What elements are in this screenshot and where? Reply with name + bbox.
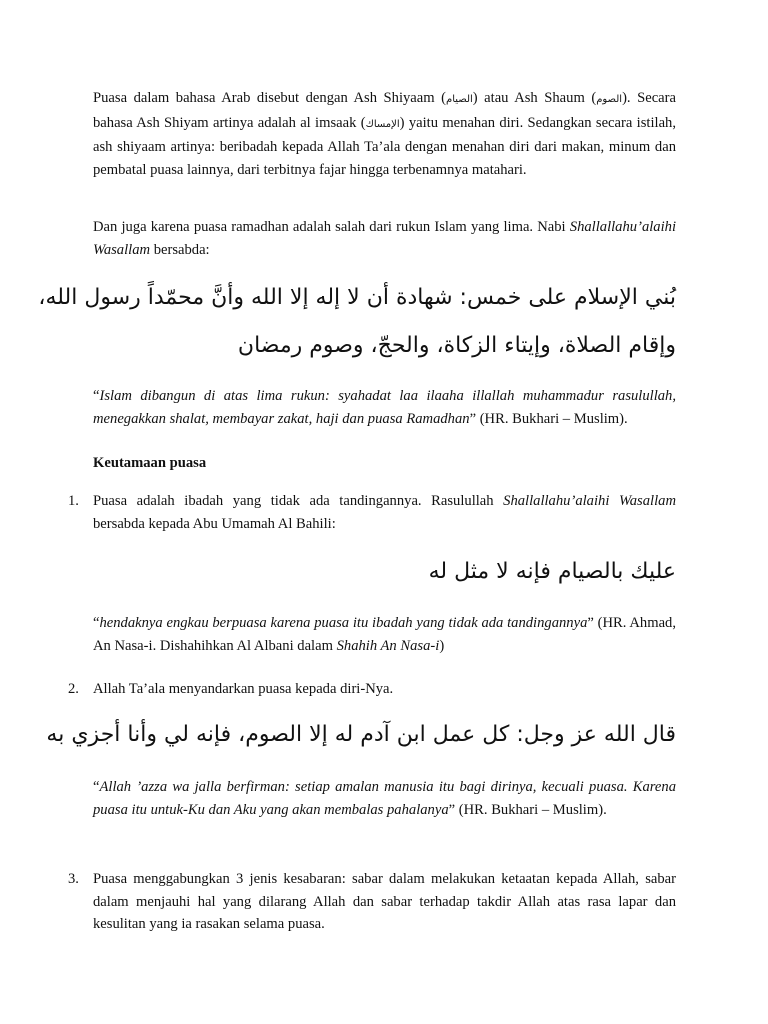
rukun-salawat: Shallallahu’alaihi Wasallam xyxy=(93,219,676,258)
item-1-number: 1. xyxy=(68,493,79,509)
item-1-translation xyxy=(93,612,676,657)
translation-1 xyxy=(93,385,676,430)
item-1-text-2: bersabda kepada Abu Umamah Al Bahili: xyxy=(93,515,336,532)
item-3-text: Puasa menggabungkan 3 jenis kesabaran: sabar dalam melakukan ketaatan kepada Allah, sabar dalam menjauhi hal yang dilarang Allah dan sabar terhadap takdir Allah atas rasa lapar dan kesulitan yang ia rasakan selama puasa. xyxy=(93,871,676,932)
hadith-arabic-line-2: وإقام الصلاة، وإيتاء الزكاة، والحجّ، وصوم رمضان xyxy=(237,333,676,358)
rukun-text-2: bersabda: xyxy=(150,241,210,258)
translation-1-text: Islam dibangun di atas lima rukun: syahadat laa ilaaha illallah muhammadur rasulullah, menegakkan shalat, membayar zakat, haji dan puasa Ramadhan xyxy=(93,388,676,427)
rukun-paragraph xyxy=(93,216,676,261)
section-heading: Keutamaan puasa xyxy=(93,455,207,471)
quote-open: “ xyxy=(93,779,100,795)
arabic-term-shiyam: الصيام xyxy=(446,94,473,105)
hadith-arabic-line-1: بُني الإسلام على خمس: شهادة أن لا إله إلا الله وأنَّ محمّداً رسول الله، xyxy=(38,285,676,310)
quote-open: “ xyxy=(93,615,100,631)
arabic-term-shaum: الصوم xyxy=(596,94,623,105)
intro-text-1: Puasa dalam bahasa Arab disebut dengan Ash Shiyaam ( xyxy=(93,90,447,106)
item-1-text-1: Puasa adalah ibadah yang tidak ada tandingannya. Rasulullah xyxy=(93,493,504,509)
intro-text-2: ) atau Ash Shaum ( xyxy=(472,90,597,106)
item-1-translation-text: hendaknya engkau berpuasa karena puasa itu ibadah yang tidak ada tandingannya xyxy=(99,615,588,631)
intro-paragraph xyxy=(93,87,676,181)
item-2-arabic: قال الله عز وجل: كل عمل ابن آدم له إلا الصوم، فإنه لي وأنا أجزي به xyxy=(46,722,676,747)
item-1-source-book: Shahih An Nasa-i xyxy=(336,637,440,654)
item-2-number: 2. xyxy=(68,681,79,697)
item-2-translation xyxy=(93,776,676,821)
item-3-number: 3. xyxy=(68,871,79,887)
item-2-text: Allah Ta’ala menyandarkan puasa kepada diri-Nya. xyxy=(93,681,394,697)
item-2-source: (HR. Bukhari – Muslim). xyxy=(455,801,607,818)
item-1-salawat: Shallallahu’alaihi Wasallam xyxy=(503,493,676,509)
item-1-text xyxy=(93,490,676,535)
item-1-arabic: عليك بالصيام فإنه لا مثل له xyxy=(428,559,676,584)
arabic-term-imsaak: الإمساك xyxy=(365,118,400,130)
quote-open: “ xyxy=(93,388,100,404)
quote-close: ” xyxy=(469,410,477,427)
item-1-source-1: (HR. Ahmad, An Nasa-i. Dishahihkan Al Albani dalam xyxy=(93,615,676,654)
item-1-source-2: ) xyxy=(439,637,445,654)
intro-text-3: ). Secara bahasa Ash Shiyam artinya adalah al imsaak ( xyxy=(93,90,676,131)
quote-close: ” xyxy=(587,615,594,631)
item-2-translation-text: Allah ’azza wa jalla berfirman: setiap amalan manusia itu bagi dirinya, kecuali puasa. Karena puasa itu untuk-Ku dan Aku yang akan membalas pahalanya xyxy=(93,779,676,818)
intro-text-4: ) yaitu menahan diri. Sedangkan secara istilah, ash shiyaam artinya: beribadah kepada Allah Ta’ala dengan menahan diri dari makan, minum dan pembatal puasa lainnya, dari terbitnya fajar hingga terbenamnya matahari. xyxy=(93,114,676,178)
rukun-text-1: Dan juga karena puasa ramadhan adalah salah dari rukun Islam yang lima. Nabi xyxy=(93,219,570,235)
quote-close: ” xyxy=(448,801,456,818)
translation-1-source: (HR. Bukhari – Muslim). xyxy=(476,410,628,427)
